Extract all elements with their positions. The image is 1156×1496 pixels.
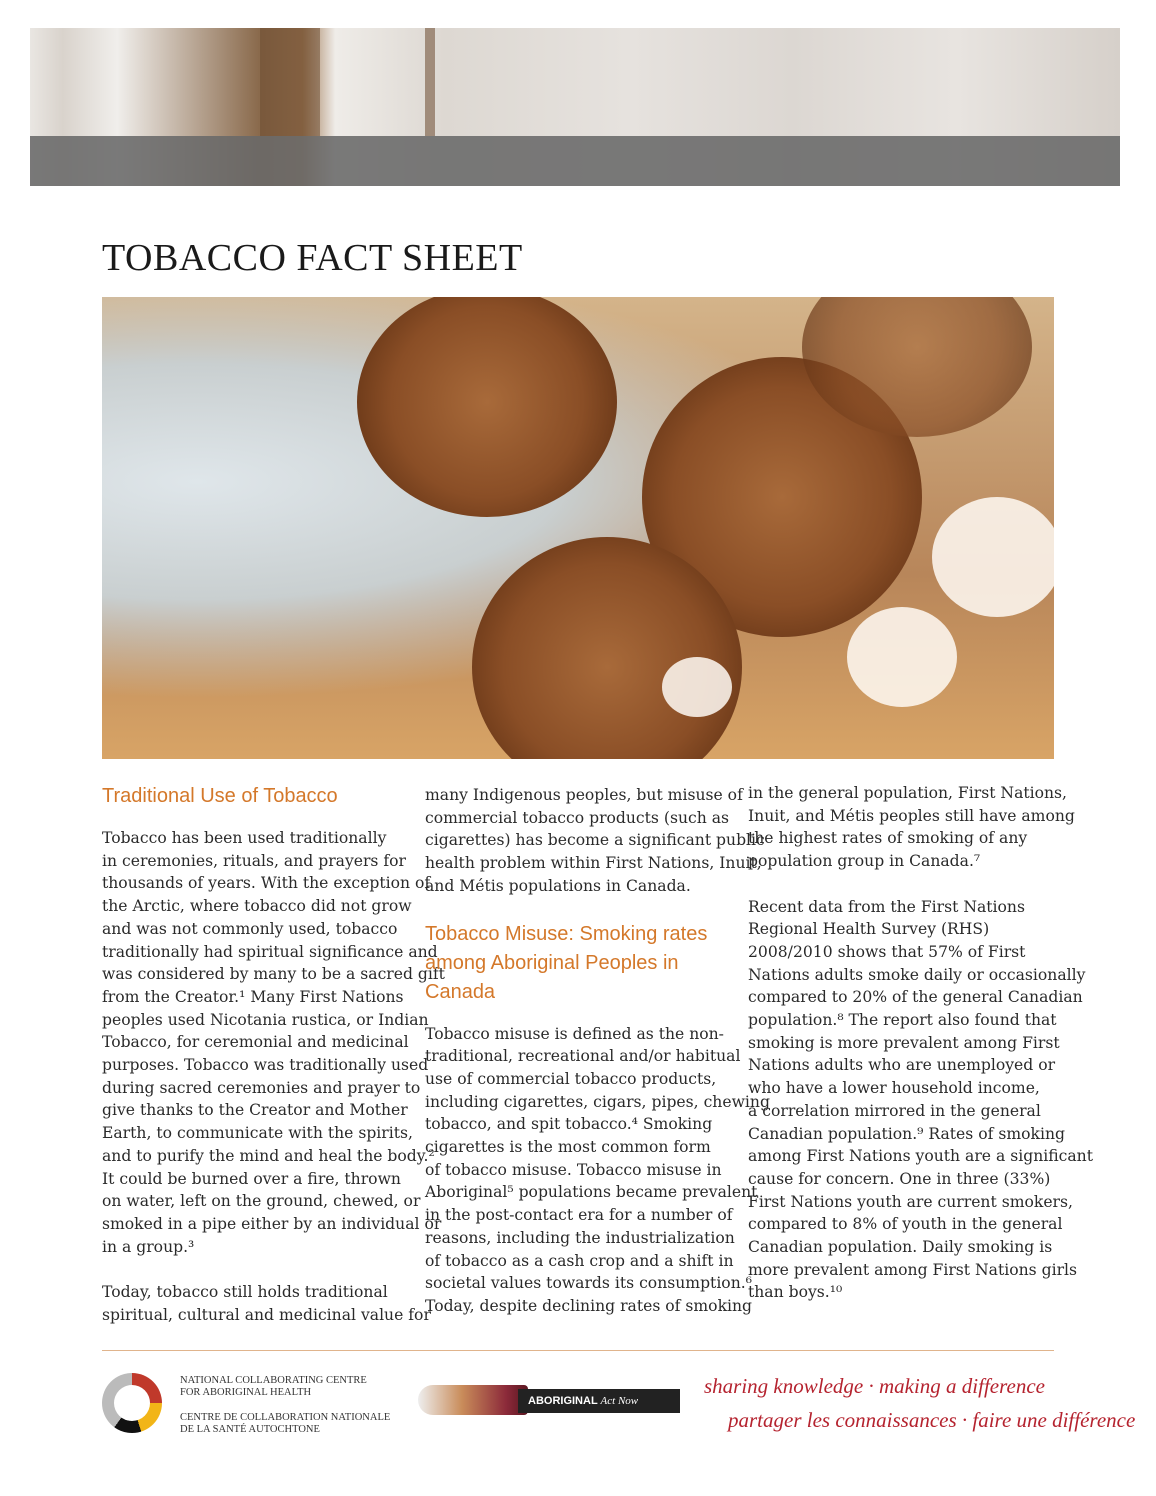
nccah-logo [102, 1373, 162, 1433]
tagline-fr: partager les connaissances · faire une différence [728, 1408, 1136, 1432]
birch-bark-banner [30, 28, 1120, 186]
paragraph: Tobacco has been used traditionally in ceremonies, rituals, and prayers for thousands of years. With the exception of the Arctic, where tobacco did not grow and was not commonly used, tobacco traditionally had spiritual significance and was considered by many to be a sacred gift from the Creator.¹ Many First Nations peoples used Nicotania rustica, or Indian Tobacco, for ceremonial and medicinal purposes. Tobacco was traditionally used during sacred ceremonies and prayer to give thanks to the Creator and Mother Earth, to communicate with the spirits, and to purify the mind and heal the body.² It could be burned over a fire, thrown on water, left on the ground, chewed, or smoked in a pipe either by an individual or in a group.³ [102, 829, 445, 1256]
aboriginal-act-now-logo: ABORIGINAL Act Now [418, 1385, 680, 1415]
banner-band [30, 136, 1120, 186]
section-heading: Traditional Use of Tobacco [102, 785, 338, 807]
text-column-1 [102, 782, 445, 1326]
org-name-en: NATIONAL COLLABORATING CENTRE FOR ABORIGINAL HEALTH [180, 1375, 367, 1398]
text-column-2 [425, 783, 770, 1318]
feather-icon [418, 1385, 528, 1415]
paragraph: in the general population, First Nations, Inuit, and Métis peoples still have among the highest rates of smoking of any population group in Canada.⁷ [748, 784, 1075, 871]
tagline-en: sharing knowledge · making a difference [704, 1374, 1045, 1398]
footer-divider [102, 1350, 1054, 1351]
paragraph: Today, tobacco still holds traditional spiritual, cultural and medicinal value for [102, 1283, 431, 1324]
paragraph: Tobacco misuse is defined as the non- traditional, recreational and/or habitual use of commercial tobacco products, including cigarettes, cigars, pipes, chewing tobacco, and spit tobacco.⁴ Smoking cigarettes is the most common form of tobacco misuse. Tobacco misuse in Aboriginal⁵ populations became prevalent in the post-contact era for a number of reasons, including the industrialization of tobacco as a cash crop and a shift in societal values towards its consumption.⁶ Today, despite declining rates of smoking [425, 1024, 770, 1315]
page-title: TOBACCO FACT SHEET [102, 237, 523, 279]
org-name-fr: CENTRE DE COLLABORATION NATIONALE DE LA SANTÉ AUTOCHTONE [180, 1412, 391, 1435]
paragraph: many Indigenous peoples, but misuse of commercial tobacco products (such as cigarettes) has become a significant public health problem within First Nations, Inuit, and Métis populations in Canada. [425, 786, 765, 895]
text-column-3 [748, 781, 1093, 1304]
tobacco-cigars-photo [102, 297, 1054, 759]
paragraph: Recent data from the First Nations Regional Health Survey (RHS) 2008/2010 shows that 57% of First Nations adults smoke daily or occasionally compared to 20% of the general Canadian population.⁸ The report also found that smoking is more prevalent among First Nations adults who are unemployed or who have a lower household income, a correlation mirrored in the general Canadian population.⁹ Rates of smoking among First Nations youth are a significant cause for concern. One in three (33%) First Nations youth are current smokers, compared to 8% of youth in the general Canadian population. Daily smoking is more prevalent among First Nations girls than boys.¹⁰ [748, 897, 1093, 1302]
section-heading: Tobacco Misuse: Smoking rates among Aboriginal Peoples in Canada [425, 922, 708, 1003]
